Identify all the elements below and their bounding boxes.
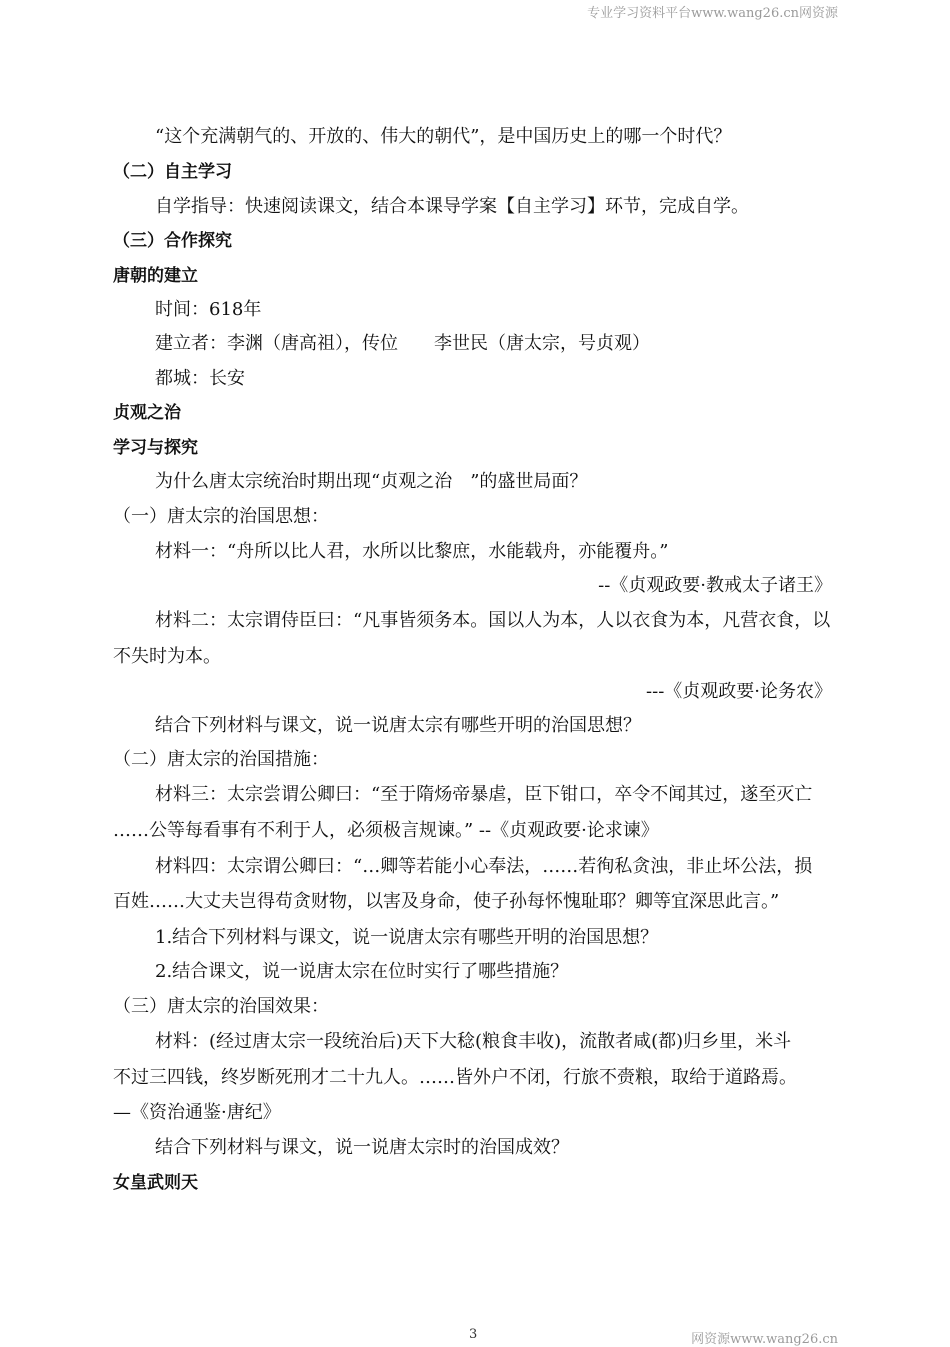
heading-wu-zetian: 女皇武则天 — [113, 1173, 198, 1193]
material-four-line2: 百姓……大丈夫岂得苟贪财物，以害及身命，使子孙每怀愧耻耶？卿等宜深思此言。” — [113, 891, 780, 912]
footer-watermark: 网资源www.wang26.cn — [691, 1332, 838, 1347]
question-effects: 结合下列材料与课文，说一说唐太宗时的治国成效？ — [155, 1137, 569, 1158]
intro-question: “这个充满朝气的、开放的、伟大的朝代”，是中国历史上的哪一个时代？ — [155, 126, 732, 147]
material-two-line1: 材料二：太宗谓侍臣曰：“凡事皆须务本。国以人为本，人以衣食为本，凡营衣食，以 — [155, 610, 831, 631]
material-five-source: —《资治通鉴·唐纪》 — [113, 1102, 281, 1123]
question-1: 1.结合下列材料与课文，说一说唐太宗有哪些开明的治国思想？ — [155, 927, 659, 948]
section-effects: （三）唐太宗的治国效果： — [113, 996, 329, 1017]
header-watermark: 专业学习资料平台www.wang26.cn网资源 — [587, 6, 838, 21]
material-five-line2: 不过三四钱，终岁断死刑才二十九人。……皆外户不闭，行旅不赍粮，取给于道路焉。 — [113, 1067, 797, 1088]
material-one-source: --《贞观政要·教戒太子诸王》 — [598, 575, 832, 596]
section-ideas: （一）唐太宗的治国思想： — [113, 506, 329, 527]
founding-time: 时间：618年 — [155, 299, 262, 320]
page-number: 3 — [469, 1327, 478, 1342]
founding-capital: 都城：长安 — [155, 368, 245, 389]
material-one: 材料一：“舟所以比人君，水所以比黎庶，水能载舟，亦能覆舟。” — [155, 541, 669, 562]
material-five-line1: 材料：(经过唐太宗一段统治后)天下大稔(粮食丰收)，流散者咸(都)归乡里，米斗 — [155, 1031, 792, 1052]
self-study-guide: 自学指导：快速阅读课文，结合本课导学案【自主学习】环节，完成自学。 — [155, 196, 749, 217]
heading-self-study: （二）自主学习 — [113, 162, 232, 182]
material-two-source: ---《贞观政要·论务农》 — [646, 681, 832, 702]
heading-study-explore: 学习与探究 — [113, 438, 198, 458]
material-three-line2: ……公等每看事有不利于人，必须极言规谏。” --《贞观政要·论求谏》 — [113, 820, 659, 841]
heading-tang-founding: 唐朝的建立 — [113, 266, 198, 286]
section-measures: （二）唐太宗的治国措施： — [113, 749, 329, 770]
question-2: 2.结合课文，说一说唐太宗在位时实行了哪些措施？ — [155, 961, 569, 982]
founding-founder: 建立者：李渊（唐高祖），传位 李世民（唐太宗，号贞观） — [155, 333, 650, 354]
material-three-line1: 材料三：太宗尝谓公卿曰：“至于隋炀帝暴虐，臣下钳口，卒令不闻其过，遂至灭亡 — [155, 784, 813, 805]
material-two-line2: 不失时为本。 — [113, 646, 221, 667]
heading-zhenguan: 贞观之治 — [113, 403, 181, 423]
material-four-line1: 材料四：太宗谓公卿曰：“…卿等若能小心奉法，……若徇私贪浊，非止坏公法，损 — [155, 856, 813, 877]
question-why: 为什么唐太宗统治时期出现“贞观之治 ”的盛世局面？ — [155, 471, 588, 492]
question-ideas: 结合下列材料与课文，说一说唐太宗有哪些开明的治国思想？ — [155, 715, 641, 736]
heading-cooperative-inquiry: （三）合作探究 — [113, 231, 232, 251]
